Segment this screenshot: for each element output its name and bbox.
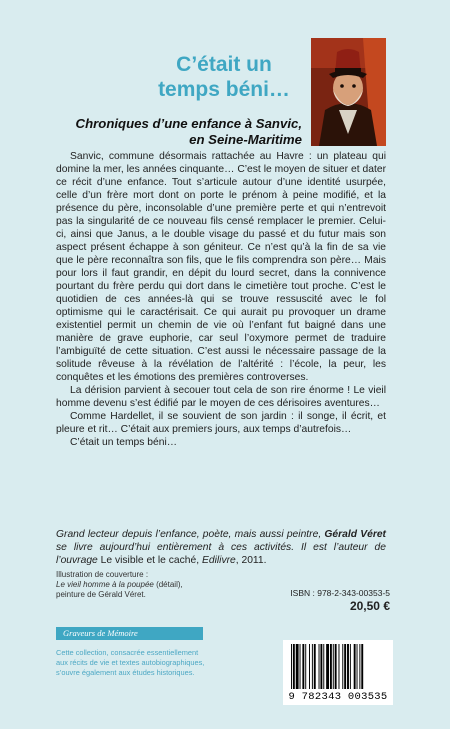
book-price: 20,50 € bbox=[349, 599, 390, 613]
author-bio bbox=[56, 528, 386, 567]
publisher-name: Edilivre bbox=[201, 555, 236, 566]
bio-mid: se livre aujourd’hui entièrement à ces activités. Il est l’auteur de l’ouvrage bbox=[56, 542, 386, 566]
previous-work-title: Le visible et le caché bbox=[100, 555, 197, 566]
summary-paragraph: Comme Hardellet, il se souvient de son jardin : il songe, il écrit, et pleure et rit… C’était aux premiers jours, aux temps d’autrefois… bbox=[56, 411, 386, 435]
author-name: Gérald Véret bbox=[324, 529, 386, 540]
bio-separator: , bbox=[196, 555, 202, 566]
credits-detail: (détail), bbox=[153, 580, 183, 589]
series-description: Cette collection, consacrée essentiellement aux récits de vie et textes autobiographiques, s’ouvre également aux études historiques. bbox=[56, 648, 205, 677]
summary-paragraph: La dérision parvient à secouer tout cela de son rire énorme ! Le vieil homme devenu s’est édifié par le moyen de ces dérisoires aventures… bbox=[56, 385, 386, 409]
book-title bbox=[150, 52, 298, 102]
author-portrait-painting bbox=[311, 38, 386, 146]
portrait-illustration bbox=[311, 38, 386, 146]
publication-year: , 2011. bbox=[235, 555, 267, 566]
cover-credits bbox=[56, 570, 226, 600]
summary-paragraph: Sanvic, commune désormais rattachée au Havre : un plateau qui domine la mer, les années cinquante… C’est le moyen de situer et dater ce récit d’une enfance. Tout s’articule autour d’une identité usurpée, celle d’un frère mort dont on porte le prénom à peine modifié, et la présence du père, inconsolable d’une première perte et qui n’entrevoit pas la singularité de ce nouveau fils censé remplacer le premier. Celui-ci, ainsi que Janus, a le double visage du passé et du futur mais son aspect présent échappe à son géniteur. Ce n’est qu’à la fin de sa vie que le père reconnaîtra son fils, que le fils comprendra son père… Mais pour lors il faut grandir, en dépit du lourd secret, dans la connivence pourtant du frère perdu qui dort dans le cimetière tout proche. C’est le quotidien de ces années-là qui se trouve ressuscité avec le fol optimisme qui le caractérisait. Ce qui aurait pu provoquer un drame existentiel permit un chemin de vie où l’enfant fut baigné dans une manière de grave euphorie, car seul l’oxymore permet de traduire l’ambiguïté de cette situation. C’est aussi le nécessaire passage de la solitude rêveuse à la révélation de l’altérité : l’école, la peur, les conquêtes et les émotions des premières controverses. bbox=[56, 151, 386, 383]
credits-work-title: Le vieil homme à la poupée bbox=[56, 580, 154, 589]
subtitle-line-1: Chroniques d’une enfance à Sanvic, bbox=[75, 116, 302, 131]
isbn-barcode bbox=[283, 640, 393, 705]
back-cover-summary bbox=[56, 150, 386, 449]
book-subtitle bbox=[40, 116, 302, 148]
title-line-1: C’était un bbox=[176, 53, 272, 76]
bio-intro: Grand lecteur depuis l’enfance, poète, mais aussi peintre, bbox=[56, 529, 325, 540]
isbn-number: ISBN : 978-2-343-00353-5 bbox=[290, 588, 390, 598]
subtitle-line-2: en Seine-Maritime bbox=[189, 132, 302, 147]
summary-paragraph: C’était un temps béni… bbox=[70, 437, 178, 448]
barcode-digits: 9 782343 003535 bbox=[288, 691, 388, 703]
series-banner: Graveurs de Mémoire bbox=[56, 627, 203, 640]
credits-painter: peinture de Gérald Véret. bbox=[56, 590, 146, 599]
credits-heading: Illustration de couverture : bbox=[56, 570, 149, 579]
barcode-bars-icon bbox=[283, 640, 393, 690]
credits-work-line bbox=[56, 580, 226, 590]
title-line-2: temps béni… bbox=[158, 78, 290, 101]
